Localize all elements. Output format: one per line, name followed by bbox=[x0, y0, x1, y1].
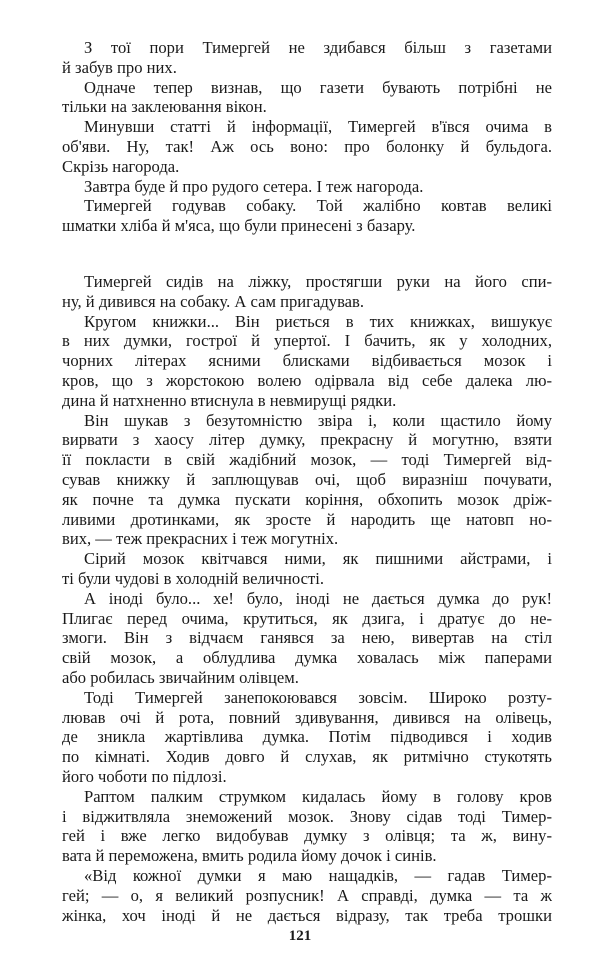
paragraph bbox=[62, 688, 552, 787]
text-line: ливими дротинками, як зросте й народить ще натовп но- bbox=[62, 509, 552, 529]
text-line: шматки хліба й м'яса, що були принесені з базару. bbox=[62, 216, 416, 236]
text-line: А іноді було... хе! було, іноді не дається думка до рук! bbox=[84, 588, 552, 608]
text-line: кров, що з жорстокою волею одірвала від себе далека лю- bbox=[62, 370, 552, 390]
text-line: Раптом палким струмком кидалась йому в голову кров bbox=[84, 786, 552, 806]
paragraph bbox=[62, 272, 552, 312]
text-line: ті були чудові в холодній величності. bbox=[62, 568, 324, 588]
text-line: Тимергей годував собаку. Той жалібно ковтав великі bbox=[84, 196, 552, 216]
text-section-1 bbox=[62, 38, 552, 236]
paragraph bbox=[62, 411, 552, 550]
paragraph bbox=[62, 787, 552, 866]
paragraph bbox=[62, 549, 552, 589]
text-line: лював очі й рота, повний здивування, дивився на олівець, bbox=[62, 707, 552, 727]
text-line: Тоді Тимергей занепокоювався зовсім. Широко розту- bbox=[84, 687, 552, 707]
text-line: об'яви. Ну, так! Аж ось воно: про болонку й бульдога. bbox=[62, 136, 552, 156]
paragraph bbox=[62, 589, 552, 688]
text-line: гей; — о, я великий розпусник! А справді, думка — та ж bbox=[62, 885, 552, 905]
text-line: і віджитвляла знеможений мозок. Знову сідав тоді Тимер- bbox=[62, 806, 552, 826]
text-line: Завтра буде й про рудого сетера. І теж нагорода. bbox=[84, 176, 424, 196]
text-line: ну, й дивився на собаку. А сам пригадував. bbox=[62, 291, 365, 311]
text-line: Скрізь нагорода. bbox=[62, 156, 180, 176]
text-line: як почне та думка пускати коріння, обхопить мозок дріж- bbox=[62, 489, 552, 509]
text-line: З тої пори Тимергей не здибався більш з газетами bbox=[84, 38, 552, 57]
page-number: 121 bbox=[288, 928, 312, 944]
text-line: де зникла жартівлива думка. Потім підводився і ходив bbox=[62, 727, 552, 747]
text-line: Плигає перед очима, крутиться, як дзига, і дратує до не- bbox=[62, 608, 552, 628]
paragraph bbox=[62, 117, 552, 176]
paragraph bbox=[62, 866, 552, 925]
text-line: змоги. Він з відчаєм ганявся за нею, вивертав на стіл bbox=[62, 628, 552, 648]
paragraph bbox=[62, 177, 552, 197]
text-line: чорних літерах ясними блисками відбивається мозок і bbox=[62, 351, 552, 371]
paragraph bbox=[62, 38, 552, 78]
text-line: по кімнаті. Ходив довго й слухав, як ритмічно стукотять bbox=[62, 747, 552, 767]
text-line: в них думки, гострої й упертої. І бачить, як у холодних, bbox=[62, 331, 552, 351]
text-line: сував книжку й заплющував очі, щоб виразніш почувати, bbox=[62, 469, 552, 489]
text-line: Одначе тепер визнав, що газети бувають потрібні не bbox=[84, 77, 552, 97]
text-line: гей і вже легко видобував думку з олівця; та ж, вину- bbox=[62, 826, 552, 846]
paragraph bbox=[62, 196, 552, 236]
text-line: його чоботи по підлозі. bbox=[62, 766, 227, 786]
text-line: вирвати з хаосу літер думку, прекрасну й могутню, взяти bbox=[62, 430, 552, 450]
text-line: дина й натхненно втиснула в невмирущі рядки. bbox=[62, 390, 397, 410]
text-line: жінка, хоч іноді й не дається відразу, так треба трошки bbox=[62, 905, 552, 925]
text-line: вата й переможена, вмить родила йому дочок і синів. bbox=[62, 846, 437, 866]
paragraph bbox=[62, 312, 552, 411]
text-line: тільки на заклеювання вікон. bbox=[62, 97, 267, 117]
text-line: або робилась звичайним олівцем. bbox=[62, 667, 299, 687]
text-line: Сірий мозок квітчався ними, як пишними айстрами, і bbox=[84, 549, 552, 569]
text-line: й забув про них. bbox=[62, 57, 177, 77]
text-line: її покласти в свій жадібний мозок, — тоді Тимергей від- bbox=[62, 450, 552, 470]
text-section-2 bbox=[62, 272, 552, 925]
text-line: «Від кожної думки я маю нащадків, — гадав Тимер- bbox=[84, 865, 552, 885]
text-line: вих, — теж прекрасних і теж могутніх. bbox=[62, 529, 339, 549]
text-line: Минувши статті й інформації, Тимергей в'ївся очима в bbox=[84, 117, 552, 137]
text-line: Він шукав з безутомністю звіра і, коли щастило йому bbox=[84, 410, 552, 430]
text-line: Тимергей сидів на ліжку, простягши руки на його спи- bbox=[84, 272, 552, 291]
text-line: свій мозок, а облудлива думка ховалась між паперами bbox=[62, 648, 552, 668]
text-line: Кругом книжки... Він риється в тих книжках, вишукує bbox=[84, 311, 552, 331]
paragraph bbox=[62, 78, 552, 118]
